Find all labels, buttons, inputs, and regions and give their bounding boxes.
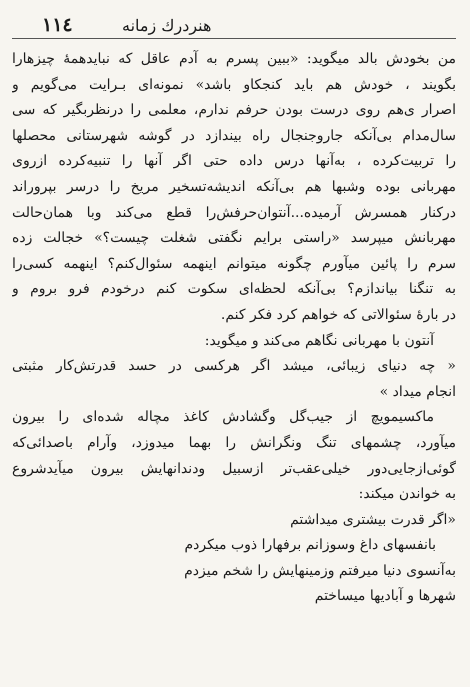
text-line: به تنگنا بیاندازم؟ بی‌آنکه لحظه‌ای سکوت کنم درخودم فرو بروم و [12,281,456,298]
page-body [12,47,456,610]
text-line: « چه دنیای زیبائی، میشد اگر هرکسی در حسد قدرتش‌کار مثبتی [12,358,456,375]
poem-line: «اگر قدرت بیشتری میداشتم [290,511,456,528]
text-line: سال‌مدام بی‌آنکه جاروجنجال راه بیندازد در گوشه شهرستانی محصلها [12,127,456,144]
text-line: من بخودش بالد میگوید: «ببین پسرم به آدم عاقل که نبایدهمهٔ چیزهارا [12,51,456,67]
text-line: را تربیت‌کرده ، به‌آنها درس داده حتی اگر آنها را تنبیه‌کرده ازروی [12,153,456,170]
quote-block [12,354,456,405]
running-title: هنردرك زمانه [122,16,212,35]
text-line: آنتون با مهربانی نگاهم می‌کند و میگوید: [204,332,434,349]
text-line: سرم را پائین میآورم چگونه میتوانم اینهمه سئوال‌کنم؟ اینهمه کسی‌را [12,255,456,272]
poem-line: به‌آنسوی دنیا میرفتم وزمینهایش را شخم میزدم [184,562,456,579]
poem-line: شهرها و آبادیها میساختم [314,588,456,605]
text-line: گوئی‌ازجایی‌دور خیلی‌عقب‌تر ازسبیل ودندانهایش بیرون میآیدشروع [12,460,456,477]
text-line: مهربانش میپرسد «راستی برایم نگفتی شغلت چیست؟» خجالت زده [12,230,456,247]
paragraph-3 [12,405,456,507]
paragraph-1 [12,47,456,329]
page-header [12,12,456,39]
text-line: اصرار ی‌هم روی درست بودن حرفم ندارم، معلمی را درنظربگیر که سی [12,102,456,119]
text-line: انجام میداد » [379,383,456,400]
text-line: درکنار همسرش آرمیده...آنتوان‌حرفش‌را قطع می‌کند وبا همان‌حالت [12,204,456,221]
poem-line: بانفسهای داغ وسوزانم برفهارا ذوب میکردم [184,537,436,554]
page-number: ١١٤ [42,14,73,36]
poem-block [12,508,456,610]
text-line: بگویند ، خودش هم باید کنجکاو باشد» نمونه‌ای بـرایت می‌گویم و [12,76,456,93]
text-line: مهربانی بوده وشبها هم بی‌آنکه اندیشه‌تسخیر مریخ را درسر بپروراند [12,178,456,195]
text-line: در بارهٔ سئوالاتی که خواهم کرد فکر کنم. [220,306,456,323]
text-line: ماکسیمویچ از جیب‌گل وگشادش کاغذ مچاله شده‌ای را بیرون [12,409,434,426]
text-line: میآورد، چشمهای تنگ ونگرانش را بهما میدوزد، وآرام باصدائی‌که [12,434,456,451]
paragraph-2 [12,329,456,355]
text-line: به خواندن میکند: [358,486,456,503]
